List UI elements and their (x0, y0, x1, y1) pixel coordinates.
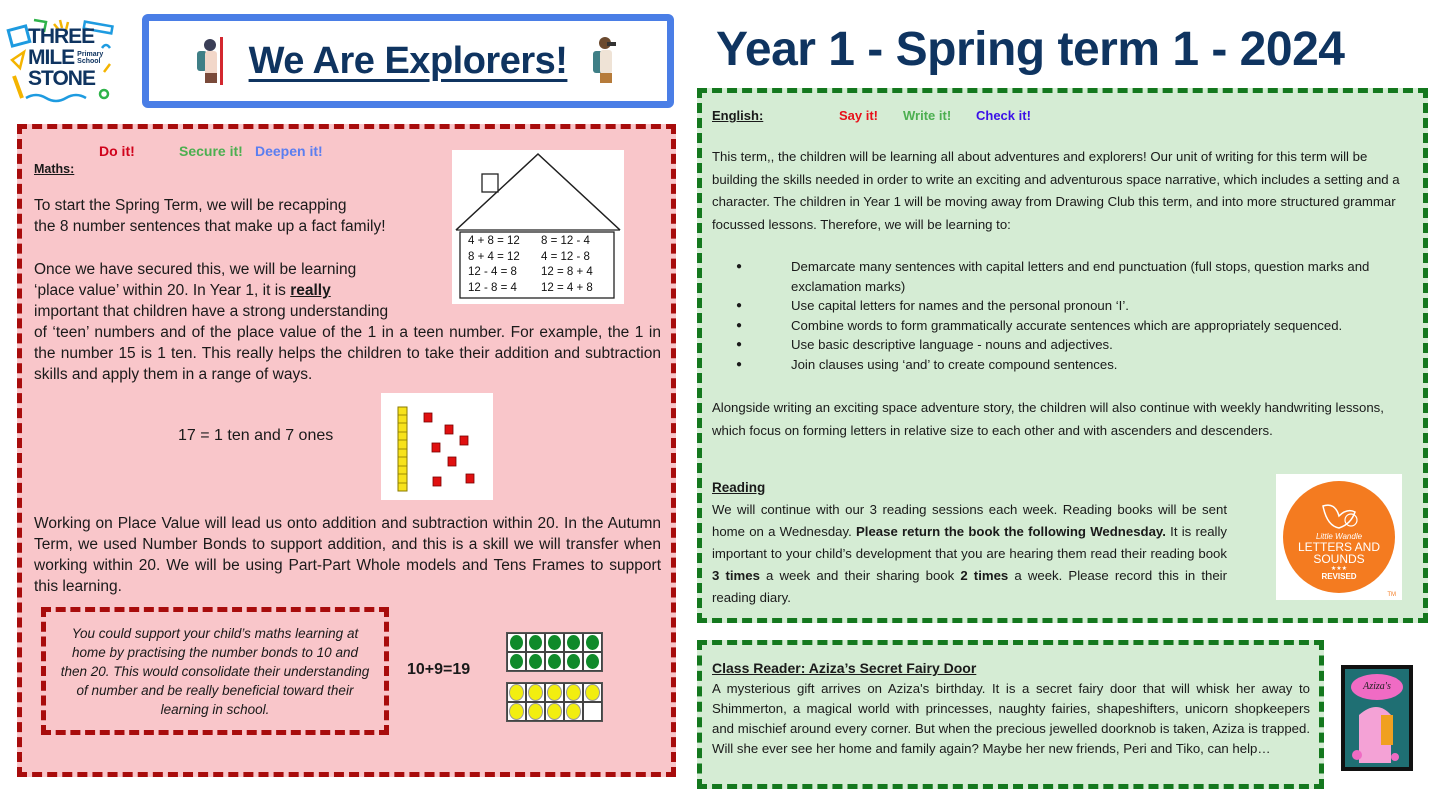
tag-say-it: Say it! (839, 108, 879, 123)
fact-equation: 4 + 8 = 12 (468, 235, 520, 247)
reading-text: We will continue with our 3 reading sessions each week. Reading books will be sent home on a Wednesday. (712, 502, 1227, 539)
reading-emphasis: 3 times (712, 568, 760, 583)
logo-primary: Primary (77, 50, 104, 58)
reading-text: It is really important to your child’s development that you are hearing them read their reading book (712, 524, 1227, 561)
owl-icon (1317, 502, 1361, 532)
english-section (697, 88, 1428, 623)
book-cover-illustration (1345, 669, 1409, 767)
base-ten-blocks-icon (381, 393, 493, 500)
logo-word-stone: STONE (28, 67, 95, 90)
fact-equation: 4 = 12 - 8 (541, 250, 590, 263)
maths-intro-line1: To start the Spring Term, we will be recapping (34, 197, 347, 214)
letters-and-sounds-logo (1276, 474, 1402, 600)
objective-item: ● Join clauses using ‘and’ to create compound sentences. (736, 355, 1411, 375)
fact-family-house-diagram (452, 150, 624, 304)
fact-equation: 8 = 12 - 4 (541, 235, 590, 247)
lw-trademark: TM (1387, 592, 1396, 598)
page-title: Year 1 - Spring term 1 - 2024 (716, 23, 1345, 76)
svg-text:Aziza's: Aziza's (1363, 681, 1391, 692)
maths-heading: Maths: (34, 162, 75, 176)
fact-family-equations (468, 234, 608, 296)
reading-heading: Reading (712, 480, 766, 495)
tag-secure-it: Secure it! (179, 143, 243, 159)
logo-word-mile: MILE (28, 46, 75, 69)
place-value-line1: Once we have secured this, we will be learning (34, 261, 357, 278)
maths-section (17, 124, 676, 777)
lw-small-text: Little Wandle (1315, 532, 1363, 541)
lw-revised: REVISED (1321, 572, 1357, 581)
fact-equation: 8 + 4 = 12 (468, 250, 520, 263)
emphasis-really: really (290, 282, 331, 299)
logo-school: School (77, 57, 101, 65)
school-logo (6, 18, 118, 104)
tag-do-it: Do it! (99, 143, 135, 159)
objective-item: ● Use basic descriptive language - nouns and adjectives. (736, 335, 1411, 355)
fact-equation: 12 = 8 + 4 (541, 266, 593, 278)
fact-equation: 12 = 4 + 8 (541, 281, 593, 294)
tag-deepen-it: Deepen it! (255, 143, 323, 159)
female-explorer-icon (195, 35, 227, 87)
objective-item: ● Demarcate many sentences with capital letters and end punctuation (full stops, question marks and exclamation marks) (736, 257, 1411, 296)
home-support-tip (41, 607, 389, 735)
base-ten-blocks-image (381, 393, 493, 500)
maths-intro (34, 195, 434, 237)
english-objectives-list (736, 257, 1411, 374)
english-heading: English: (712, 108, 764, 123)
letters-and-sounds-badge (1283, 481, 1395, 593)
reading-text: a week. Please record this in their reading diary. (712, 568, 1228, 605)
place-value-line2: ‘place value’ within 20. In Year 1, it is (34, 282, 291, 299)
reading-emphasis: 2 times (960, 568, 1009, 583)
reading-emphasis: Please return the book the following Wednesday. (856, 524, 1166, 539)
objective-item: ● Combine words to form grammatically accurate sentences which are appropriately sequenced. (736, 316, 1411, 336)
lw-line2: SOUNDS (1313, 552, 1365, 566)
place-value-line3: important that children have a strong understanding (34, 303, 389, 320)
place-value-paragraph: of ‘teen’ numbers and of the place value of the 1 in a teen number. For example, the 1 in the number 15 is 1 ten. This really helps the children to take their addition and subtraction skills and apply them in a range of ways. (34, 324, 661, 383)
place-value-equation: 17 = 1 ten and 7 ones (178, 427, 334, 444)
tag-write-it: Write it! (903, 108, 952, 123)
male-explorer-icon (589, 35, 621, 87)
home-support-text: You could support your child’s maths learning at home by practising the number bonds to 10 and then 20. This would consolidate their understanding of number and be really beneficial toward their learning in school. (60, 625, 370, 717)
lw-line1: LETTERS AND (1297, 540, 1381, 554)
ten-frame-equation: 10+9=19 (407, 661, 471, 678)
fact-equation: 12 - 4 = 8 (468, 266, 517, 278)
book-cover-image (1341, 665, 1413, 771)
banner-title: We Are Explorers! (248, 39, 568, 82)
logo-word-three: THREE (28, 25, 95, 48)
handwriting-paragraph: Alongside writing an exciting space adventure story, the children will also continue with weekly handwriting lessons, which focus on forming letters in relative size to each other and with ascenders and descenders. (712, 400, 1384, 438)
tag-check-it: Check it! (976, 108, 1031, 123)
addition-subtraction-paragraph: Working on Place Value will lead us onto addition and subtraction within 20. In the Autumn Term, we used Number Bonds to support addition, and this is a skill we will transfer when working within 20. We will be using Part-Part Whole models and Tens Frames to support this learning. (34, 515, 661, 595)
reading-paragraph (712, 499, 1227, 609)
lw-stars: ★★★ (1330, 566, 1348, 572)
maths-intro-line2: the 8 number sentences that make up a fact family! (34, 218, 386, 235)
title-banner (142, 14, 674, 108)
fact-equation: 12 - 8 = 4 (468, 281, 517, 294)
class-reader-summary: A mysterious gift arrives on Aziza's birthday. It is a secret fairy door that will whisk her away to Shimmerton, a magical world with princesses, naughty fairies, shapeshifters, unicorn shopkeepers and mischief around every corner. But when the precious jewelled doorknob is taken, Aziza is trapped. Will she ever see her home and family again? Maybe her new friends, Peri and Tiko, can help… (712, 681, 1310, 756)
objective-item: ● Use capital letters for names and the personal pronoun ‘I’. (736, 296, 1411, 316)
ten-frame-green (506, 632, 603, 672)
ten-frame-yellow (506, 682, 603, 722)
class-reader-heading: Class Reader: Aziza’s Secret Fairy Door (712, 660, 977, 676)
maths-place-value-intro (34, 259, 434, 322)
class-reader-section (697, 640, 1324, 789)
english-intro: This term,, the children will be learning all about adventures and explorers! Our unit of writing for this term will be building the skills needed in order to write an exciting and adventurous space narrative, which includes a setting and a character. The children in Year 1 will be moving away from Drawing Club this term, and into more structured grammar focussed lessons. Therefore, we will be learning to: (712, 149, 1400, 232)
reading-text: a week and their sharing book (759, 568, 961, 583)
